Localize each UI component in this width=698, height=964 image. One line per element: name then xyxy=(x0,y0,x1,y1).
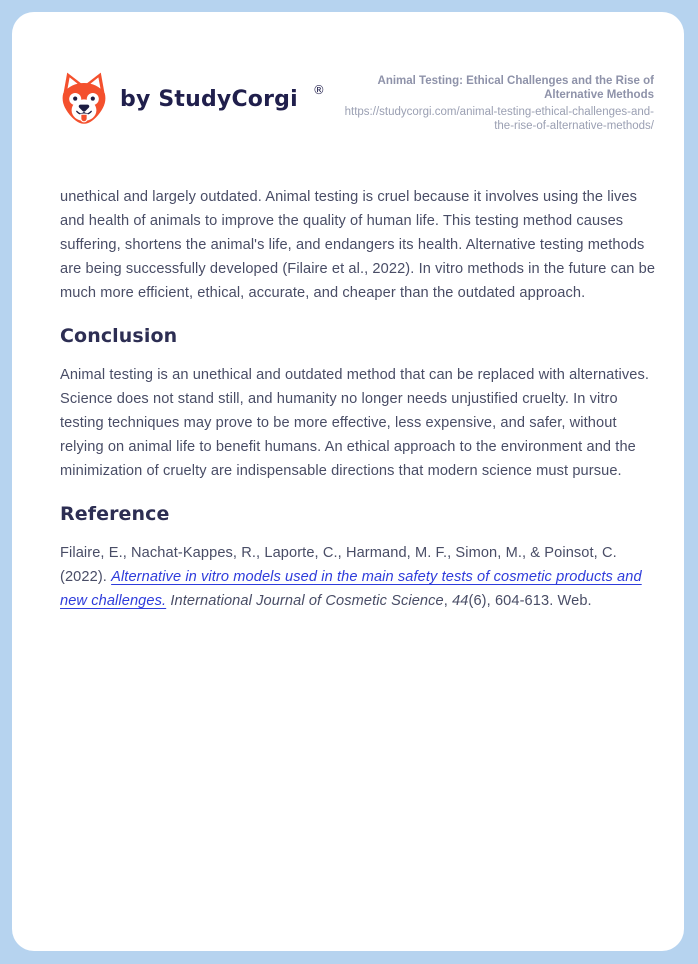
document-body xyxy=(60,185,656,613)
corgi-face-icon xyxy=(60,70,108,128)
reference-heading: Reference xyxy=(60,503,170,525)
registered-trademark-icon: ® xyxy=(312,83,325,97)
reference-entry xyxy=(60,541,656,613)
document-url: https://studycorgi.com/animal-testing-ethical-challenges-and-the-rise-of-alternative-methods/ xyxy=(344,106,654,132)
reference-authors: Filaire, E., Nachat-Kappes, R., Laporte, C., Harmand, M. F., Simon, M., & Poinsot, C. (2022). xyxy=(60,545,617,585)
document-title: Animal Testing: Ethical Challenges and the Rise of Alternative Methods xyxy=(377,75,654,101)
reference-separator: , xyxy=(443,593,453,609)
document-card xyxy=(12,12,684,951)
intro-paragraph: unethical and largely outdated. Animal testing is cruel because it involves using the lives and health of animals to improve the quality of human life. This testing method causes suffering, shortens the animal's life, and endangers its health. Alternative testing methods are being successfully developed (Filaire et al., 2022). In vitro methods in the future can be much more efficient, ethical, accurate, and cheaper than the outdated approach. xyxy=(60,189,656,301)
studycorgi-brand xyxy=(60,70,325,128)
reference-article-link[interactable]: Alternative in vitro models used in the main safety tests of cosmetic products and new challenges. xyxy=(60,569,642,609)
reference-issue-pages: (6), 604-613. Web. xyxy=(468,593,592,609)
conclusion-paragraph: Animal testing is an unethical and outdated method that can be replaced with alternatives. Science does not stand still, and humanity no longer needs unjustified cruelty. In vitro testing techniques may prove to be more effective, less expensive, and safer, without relying on animal life to benefit humans. An ethical approach to the environment and the minimization of cruelty are indispensable directions that modern science must pursue. xyxy=(60,367,650,479)
document-header xyxy=(60,70,654,133)
document-meta xyxy=(325,70,654,133)
conclusion-heading: Conclusion xyxy=(60,325,178,347)
brand-name: by StudyCorgi xyxy=(120,86,298,112)
reference-journal: International Journal of Cosmetic Science xyxy=(166,593,444,609)
reference-volume: 44 xyxy=(452,593,469,609)
